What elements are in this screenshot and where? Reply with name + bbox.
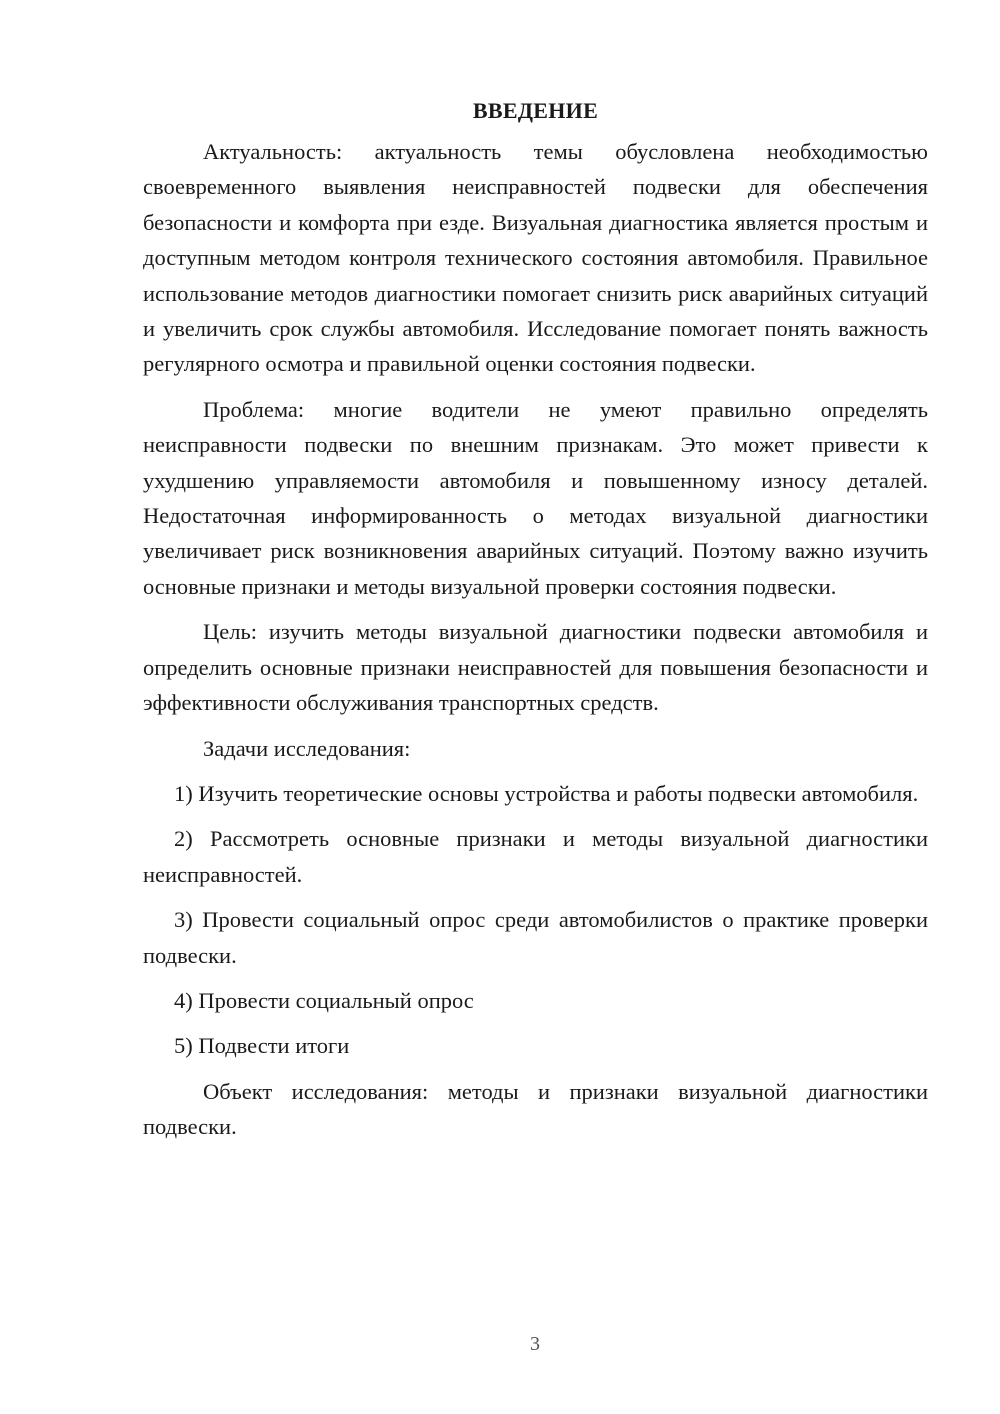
task-item-5: 5) Подвести итоги [174, 1033, 350, 1059]
task-item-2: 2) Рассмотреть основные признаки и методы визуальной диагностики неисправностей. [143, 826, 928, 887]
task-item-3: 3) Провести социальный опрос среди автомобилистов о практике проверки подвески. [143, 907, 928, 968]
page-content [143, 94, 928, 1155]
paragraph-problem: Проблема: многие водители не умеют правильно определять неисправности подвески по внешним признакам. Это может привести к ухудшению управляемости автомобиля и повышенному износу деталей. Недостаточная информированность о методах визуальной диагностики увеличивает риск возникновения аварийных ситуаций. Поэтому важно изучить основные признаки и методы визуальной проверки состояния подвески. [143, 396, 928, 599]
task-item-4: 4) Провести социальный опрос [174, 987, 474, 1013]
section-title: ВВЕДЕНИЕ [472, 98, 599, 123]
task-item-1: 1) Изучить теоретические основы устройства и работы подвески автомобиля. [174, 780, 919, 806]
paragraph-object: Объект исследования: методы и признаки визуальной диагностики подвески. [143, 1078, 928, 1140]
page-number: 3 [530, 1333, 540, 1355]
tasks-heading: Задачи исследования: [203, 735, 411, 761]
paragraph-relevance: Актуальность: актуальность темы обусловлена необходимостью своевременного выявления неисправностей подвески для обеспечения безопасности и комфорта при езде. Визуальная диагностика является простым и доступным методом контроля технического состояния автомобиля. Правильное использование методов диагностики помогает снизить риск аварийных ситуаций и увеличить срок службы автомобиля. Исследование помогает понять важность регулярного осмотра и правильной оценки состояния подвески. [143, 139, 928, 377]
paragraph-goal: Цель: изучить методы визуальной диагностики подвески автомобиля и определить основные признаки неисправностей для повышения безопасности и эффективности обслуживания транспортных средств. [143, 619, 928, 716]
